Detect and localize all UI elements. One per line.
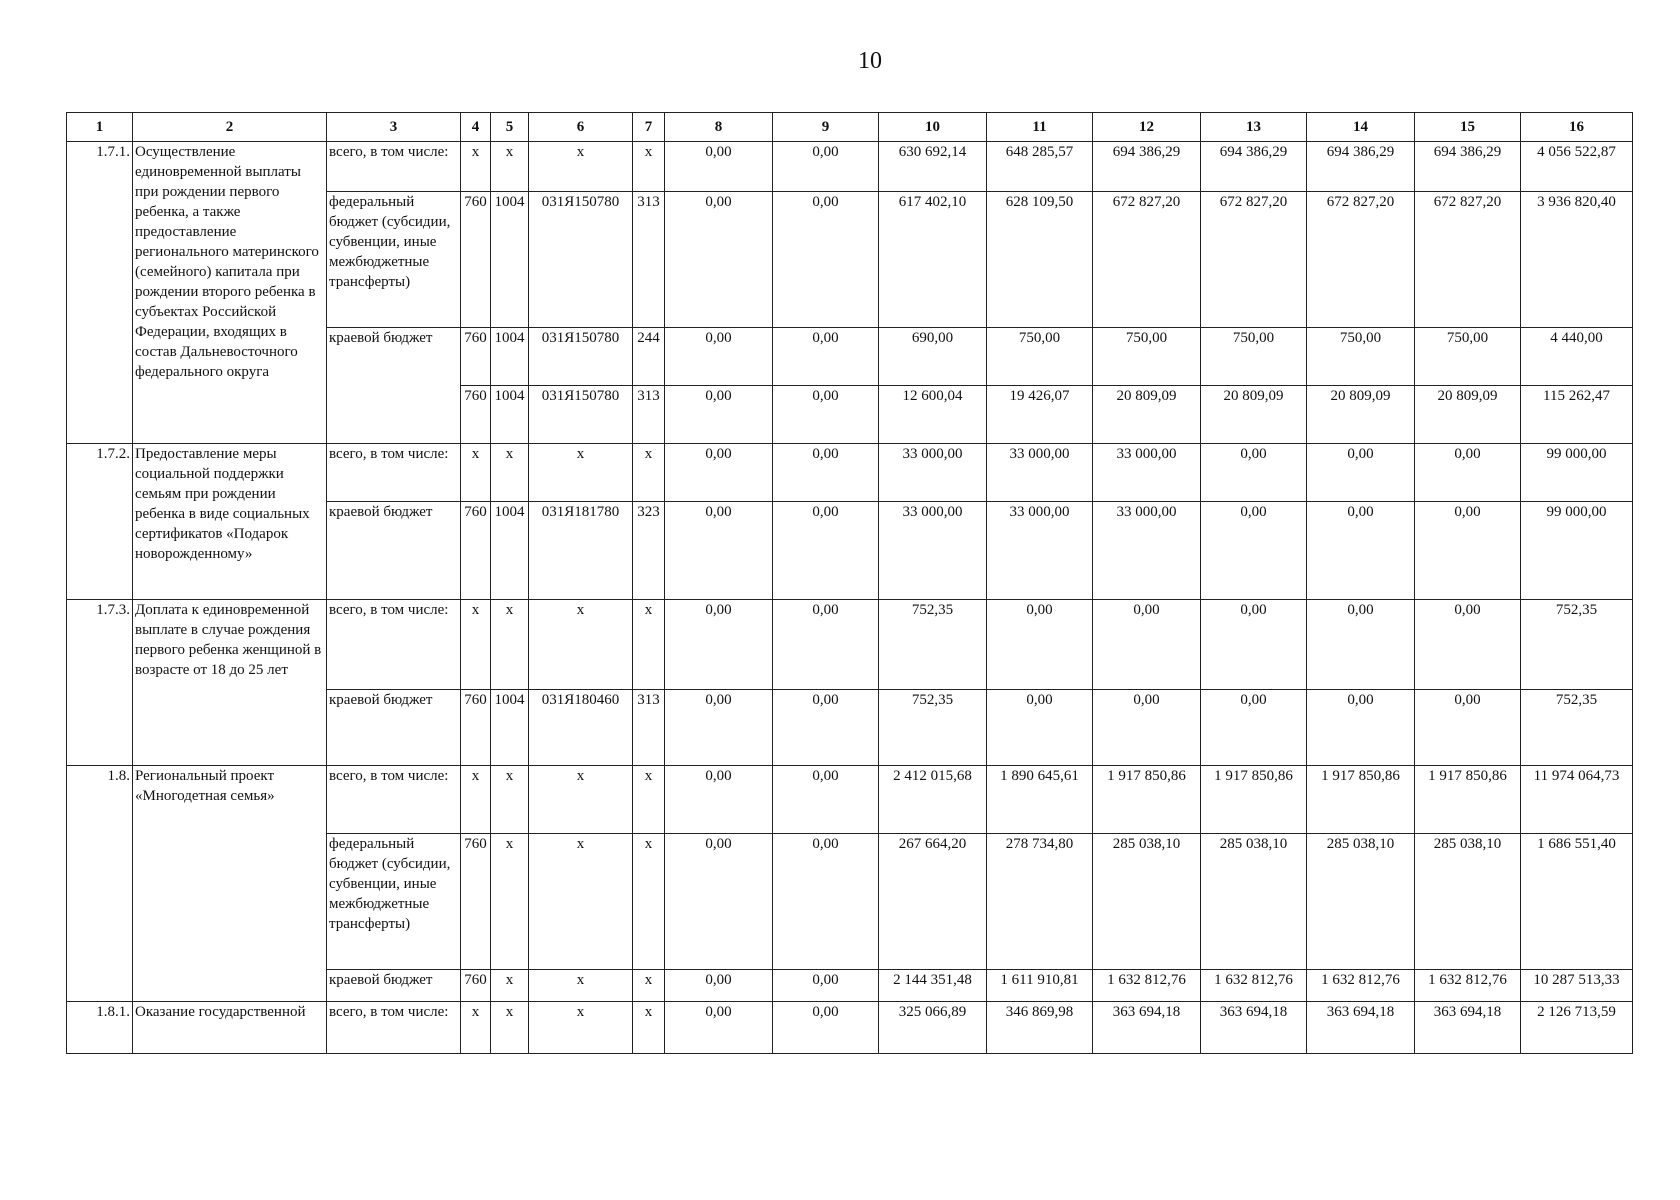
amount-cell: 750,00 [1093,328,1201,386]
amount-cell: 0,00 [1201,444,1307,502]
amount-cell: 0,00 [1307,502,1415,600]
amount-cell: 0,00 [773,766,879,834]
code-cell: х [633,142,665,192]
amount-cell: 0,00 [987,690,1093,766]
amount-cell: 0,00 [665,1002,773,1054]
amount-cell: 1 632 812,76 [1201,970,1307,1002]
amount-cell: 33 000,00 [1093,502,1201,600]
amount-cell: 0,00 [1093,690,1201,766]
amount-cell: 0,00 [665,142,773,192]
header-row [67,113,1633,142]
amount-cell: 752,35 [879,690,987,766]
amount-cell: 4 056 522,87 [1521,142,1633,192]
amount-cell: 99 000,00 [1521,444,1633,502]
column-header: 1 [67,113,133,142]
amount-cell: 363 694,18 [1093,1002,1201,1054]
code-cell: 1004 [491,386,529,444]
code-cell: 760 [461,328,491,386]
amount-cell: 672 827,20 [1093,192,1201,328]
amount-cell: 20 809,09 [1201,386,1307,444]
amount-cell: 628 109,50 [987,192,1093,328]
amount-cell: 10 287 513,33 [1521,970,1633,1002]
amount-cell: 20 809,09 [1093,386,1201,444]
code-cell: 1004 [491,328,529,386]
amount-cell: 750,00 [1307,328,1415,386]
amount-cell: 363 694,18 [1415,1002,1521,1054]
column-header: 13 [1201,113,1307,142]
code-cell: х [461,1002,491,1054]
code-cell: 760 [461,690,491,766]
code-cell: х [529,834,633,970]
code-cell: х [461,444,491,502]
column-header: 8 [665,113,773,142]
budget-table [66,112,1633,1054]
amount-cell: 0,00 [1307,600,1415,690]
amount-cell: 617 402,10 [879,192,987,328]
amount-cell: 750,00 [987,328,1093,386]
code-cell: х [529,142,633,192]
code-cell: х [491,970,529,1002]
amount-cell: 1 632 812,76 [1307,970,1415,1002]
description-cell: Осуществление единовременной выплаты при рождении первого ребенка, а также предоставление регионального материнского (семейного) капитала при рождении второго ребенка в субъектах Российской Федерации, входящих в состав Дальневосточного федерального округа [133,142,327,444]
amount-cell: 0,00 [1415,600,1521,690]
code-cell: х [491,766,529,834]
description-cell: Доплата к единовременной выплате в случае рождения первого ребенка женщиной в возрасте от 18 до 25 лет [133,600,327,766]
code-cell: х [633,444,665,502]
code-cell: х [491,142,529,192]
column-header: 9 [773,113,879,142]
code-cell: х [491,600,529,690]
amount-cell: 285 038,10 [1093,834,1201,970]
table-row [67,444,1633,502]
amount-cell: 2 126 713,59 [1521,1002,1633,1054]
amount-cell: 20 809,09 [1415,386,1521,444]
code-cell: 031Я150780 [529,192,633,328]
amount-cell: 694 386,29 [1307,142,1415,192]
code-cell: х [461,766,491,834]
code-cell: 760 [461,386,491,444]
code-cell: 031Я180460 [529,690,633,766]
amount-cell: 752,35 [1521,600,1633,690]
code-cell: 760 [461,192,491,328]
description-cell: Региональный проект «Многодетная семья» [133,766,327,1002]
column-header: 11 [987,113,1093,142]
amount-cell: 0,00 [1201,690,1307,766]
code-cell: 760 [461,834,491,970]
code-cell: х [461,600,491,690]
amount-cell: 1 917 850,86 [1201,766,1307,834]
code-cell: 1004 [491,502,529,600]
row-number-cell: 1.7.2. [67,444,133,600]
amount-cell: 2 412 015,68 [879,766,987,834]
code-cell: 1004 [491,690,529,766]
code-cell: х [491,834,529,970]
amount-cell: 1 611 910,81 [987,970,1093,1002]
amount-cell: 672 827,20 [1415,192,1521,328]
row-number-cell: 1.8. [67,766,133,1002]
amount-cell: 0,00 [1201,502,1307,600]
amount-cell: 750,00 [1415,328,1521,386]
code-cell: х [491,444,529,502]
code-cell: 1004 [491,192,529,328]
amount-cell: 0,00 [665,502,773,600]
amount-cell: 33 000,00 [879,502,987,600]
amount-cell: 0,00 [665,328,773,386]
amount-cell: 0,00 [1201,600,1307,690]
amount-cell: 1 632 812,76 [1093,970,1201,1002]
code-cell: 313 [633,690,665,766]
amount-cell: 115 262,47 [1521,386,1633,444]
amount-cell: 285 038,10 [1201,834,1307,970]
amount-cell: 0,00 [773,386,879,444]
funding-source-cell: всего, в том числе: [327,600,461,690]
amount-cell: 750,00 [1201,328,1307,386]
amount-cell: 0,00 [1415,444,1521,502]
funding-source-cell: краевой бюджет [327,970,461,1002]
amount-cell: 1 890 645,61 [987,766,1093,834]
amount-cell: 325 066,89 [879,1002,987,1054]
amount-cell: 1 917 850,86 [1307,766,1415,834]
funding-source-cell: всего, в том числе: [327,142,461,192]
amount-cell: 0,00 [665,766,773,834]
amount-cell: 1 917 850,86 [1415,766,1521,834]
amount-cell: 0,00 [665,600,773,690]
code-cell: х [529,1002,633,1054]
amount-cell: 0,00 [773,834,879,970]
amount-cell: 285 038,10 [1307,834,1415,970]
amount-cell: 0,00 [665,192,773,328]
code-cell: х [491,1002,529,1054]
code-cell: 313 [633,192,665,328]
amount-cell: 0,00 [1415,690,1521,766]
code-cell: х [633,600,665,690]
amount-cell: 20 809,09 [1307,386,1415,444]
code-cell: х [461,142,491,192]
amount-cell: 267 664,20 [879,834,987,970]
table-row [67,142,1633,192]
description-cell: Оказание государственной [133,1002,327,1054]
amount-cell: 0,00 [773,142,879,192]
table-row [67,766,1633,834]
amount-cell: 0,00 [773,502,879,600]
amount-cell: 672 827,20 [1201,192,1307,328]
code-cell: х [633,766,665,834]
column-header: 2 [133,113,327,142]
column-header: 3 [327,113,461,142]
row-number-cell: 1.7.3. [67,600,133,766]
amount-cell: 285 038,10 [1415,834,1521,970]
amount-cell: 4 440,00 [1521,328,1633,386]
code-cell: х [633,1002,665,1054]
code-cell: х [529,600,633,690]
funding-source-cell: всего, в том числе: [327,1002,461,1054]
code-cell: 323 [633,502,665,600]
funding-source-cell: краевой бюджет [327,502,461,600]
amount-cell: 0,00 [665,834,773,970]
amount-cell: 346 869,98 [987,1002,1093,1054]
funding-source-cell: всего, в том числе: [327,766,461,834]
amount-cell: 19 426,07 [987,386,1093,444]
amount-cell: 0,00 [1415,502,1521,600]
column-header: 10 [879,113,987,142]
funding-source-cell: федеральный бюджет (субсидии, субвенции, иные межбюджетные трансферты) [327,192,461,328]
amount-cell: 690,00 [879,328,987,386]
column-header: 16 [1521,113,1633,142]
funding-source-cell: краевой бюджет [327,328,461,444]
amount-cell: 1 632 812,76 [1415,970,1521,1002]
amount-cell: 694 386,29 [1093,142,1201,192]
code-cell: 031Я150780 [529,328,633,386]
amount-cell: 0,00 [773,192,879,328]
code-cell: х [529,444,633,502]
column-header: 7 [633,113,665,142]
amount-cell: 0,00 [773,970,879,1002]
amount-cell: 33 000,00 [987,502,1093,600]
amount-cell: 0,00 [773,1002,879,1054]
code-cell: х [529,970,633,1002]
amount-cell: 0,00 [665,970,773,1002]
amount-cell: 0,00 [665,444,773,502]
code-cell: 031Я150780 [529,386,633,444]
amount-cell: 0,00 [773,600,879,690]
code-cell: 244 [633,328,665,386]
column-header: 12 [1093,113,1201,142]
amount-cell: 672 827,20 [1307,192,1415,328]
amount-cell: 278 734,80 [987,834,1093,970]
page-number: 10 [858,48,882,74]
amount-cell: 0,00 [773,444,879,502]
amount-cell: 33 000,00 [1093,444,1201,502]
code-cell: х [529,766,633,834]
amount-cell: 363 694,18 [1201,1002,1307,1054]
funding-source-cell: всего, в том числе: [327,444,461,502]
amount-cell: 0,00 [773,328,879,386]
column-header: 6 [529,113,633,142]
amount-cell: 0,00 [665,690,773,766]
amount-cell: 33 000,00 [987,444,1093,502]
column-header: 15 [1415,113,1521,142]
amount-cell: 99 000,00 [1521,502,1633,600]
amount-cell: 2 144 351,48 [879,970,987,1002]
amount-cell: 0,00 [1307,690,1415,766]
amount-cell: 648 285,57 [987,142,1093,192]
amount-cell: 11 974 064,73 [1521,766,1633,834]
table-row [67,600,1633,690]
code-cell: 760 [461,970,491,1002]
amount-cell: 752,35 [879,600,987,690]
row-number-cell: 1.8.1. [67,1002,133,1054]
amount-cell: 694 386,29 [1415,142,1521,192]
amount-cell: 363 694,18 [1307,1002,1415,1054]
funding-source-cell: федеральный бюджет (субсидии, субвенции, иные межбюджетные трансферты) [327,834,461,970]
code-cell: 313 [633,386,665,444]
amount-cell: 3 936 820,40 [1521,192,1633,328]
description-cell: Предоставление меры социальной поддержки семьям при рождении ребенка в виде социальных сертификатов «Подарок новорожденному» [133,444,327,600]
funding-source-cell: краевой бюджет [327,690,461,766]
amount-cell: 0,00 [1093,600,1201,690]
amount-cell: 0,00 [773,690,879,766]
amount-cell: 0,00 [1307,444,1415,502]
column-header: 4 [461,113,491,142]
row-number-cell: 1.7.1. [67,142,133,444]
table-row [67,1002,1633,1054]
amount-cell: 0,00 [665,386,773,444]
column-header: 5 [491,113,529,142]
amount-cell: 752,35 [1521,690,1633,766]
column-header: 14 [1307,113,1415,142]
amount-cell: 1 917 850,86 [1093,766,1201,834]
amount-cell: 12 600,04 [879,386,987,444]
amount-cell: 0,00 [987,600,1093,690]
code-cell: 760 [461,502,491,600]
amount-cell: 630 692,14 [879,142,987,192]
amount-cell: 33 000,00 [879,444,987,502]
table-body [67,142,1633,1054]
code-cell: 031Я181780 [529,502,633,600]
code-cell: х [633,970,665,1002]
amount-cell: 694 386,29 [1201,142,1307,192]
amount-cell: 1 686 551,40 [1521,834,1633,970]
code-cell: х [633,834,665,970]
